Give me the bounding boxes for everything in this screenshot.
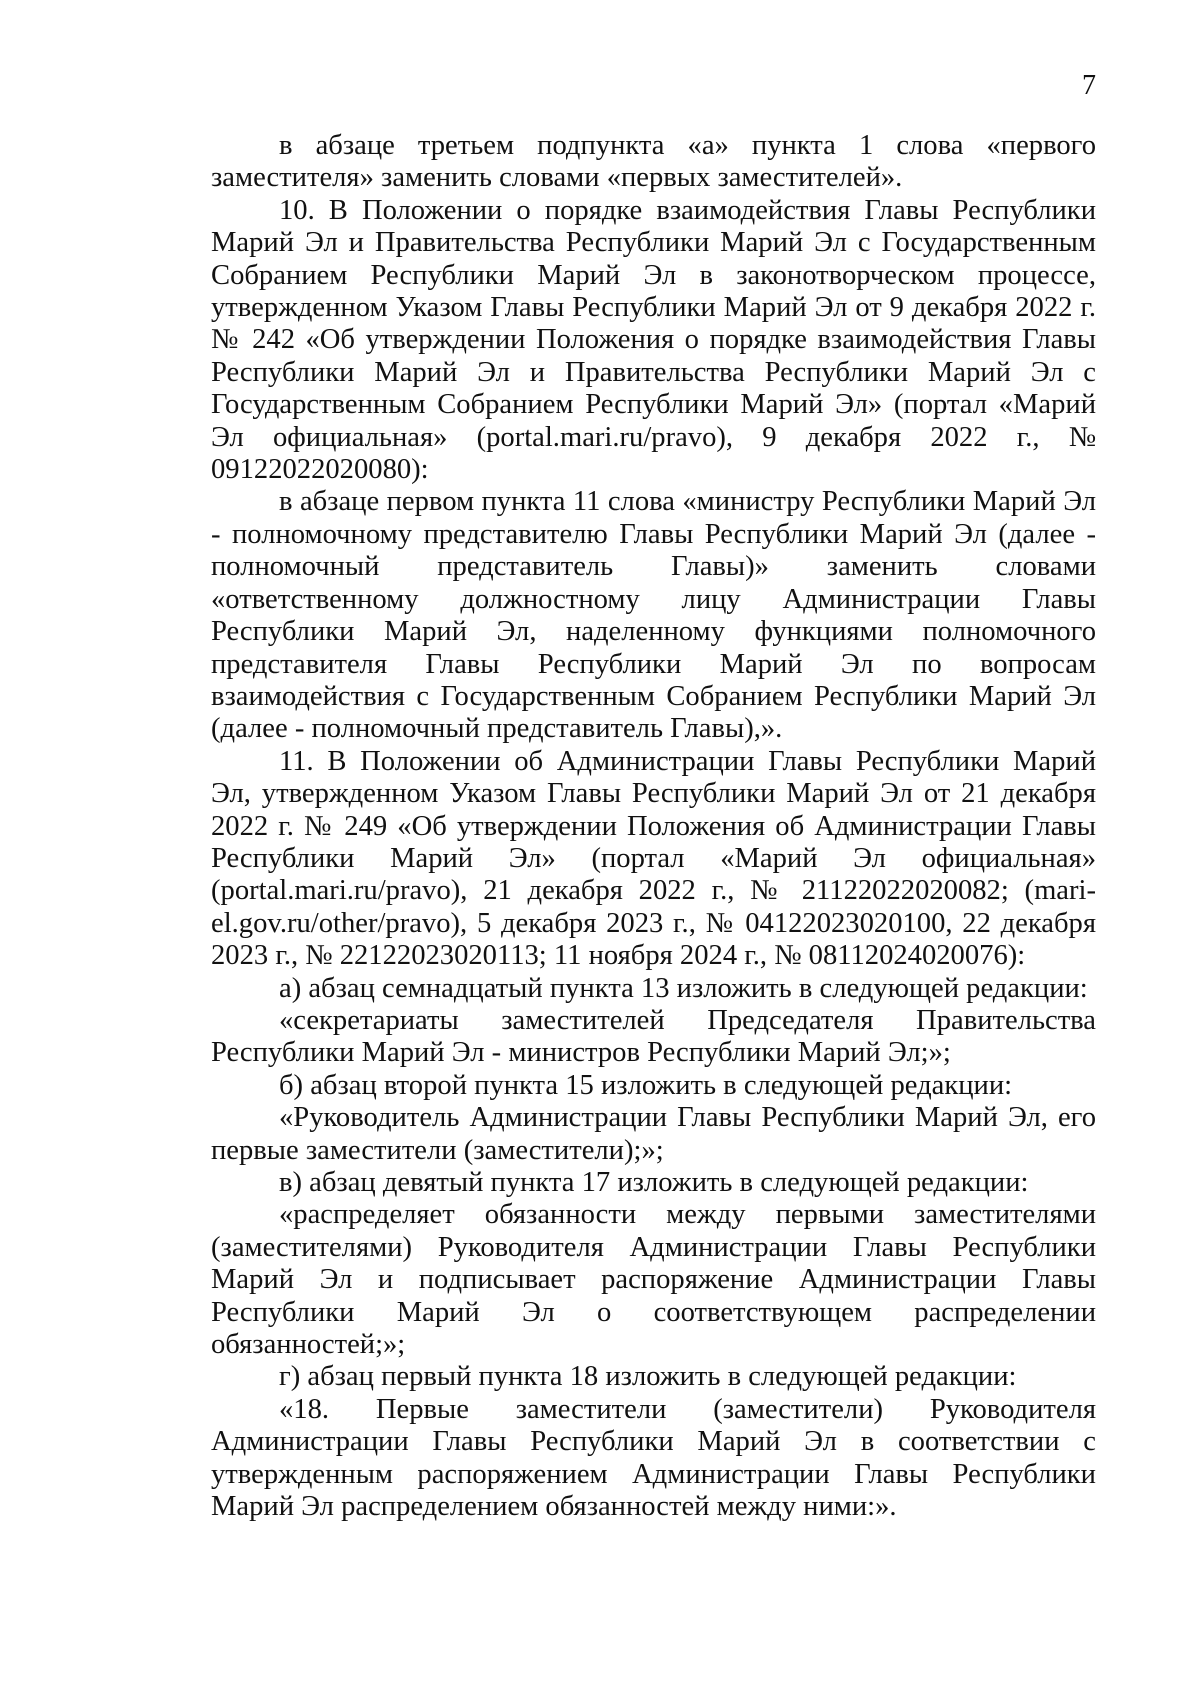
paragraph-section-11: 11. В Положении об Администрации Главы Республики Марий Эл, утвержденном Указом Главы Республики Марий Эл от 21 декабря 2022 г. № 249 «Об утверждении Положения об Администрации Главы Республики Марий Эл» (портал «Марий Эл официальная» (portal.mari.ru/pravo), 21 декабря 2022 г., № 21122022020082; (mari-el.gov.ru/other/pravo), 5 декабря 2023 г., № 04122023020100, 22 декабря 2023 г., № 22122023020113; 11 ноября 2024 г., № 08112024020076): (211, 745, 1096, 972)
paragraph-item-a-text: «секретариаты заместителей Председателя Правительства Республики Марий Эл - министров Республики Марий Эл;»; (211, 1004, 1096, 1069)
paragraph-section-10: 10. В Положении о порядке взаимодействия Главы Республики Марий Эл и Правительства Республики Марий Эл с Государственным Собранием Республики Марий Эл в законотворческом процессе, утвержденном Указом Главы Республики Марий Эл от 9 декабря 2022 г. № 242 «Об утверждении Положения о порядке взаимодействия Главы Республики Марий Эл и Правительства Республики Марий Эл с Государственным Собранием Республики Марий Эл» (портал «Марий Эл официальная» (portal.mari.ru/pravo), 9 декабря 2022 г., № 09122022020080): (211, 194, 1096, 486)
paragraph-item-a: а) абзац семнадцатый пункта 13 изложить в следующей редакции: (279, 972, 1088, 1004)
paragraph-amendment-first-deputy: в абзаце третьем подпункта «а» пункта 1 слова «первого заместителя» заменить словами «первых заместителей». (211, 130, 1096, 194)
page-number: 7 (1082, 70, 1096, 101)
paragraph-item-g-text: «18. Первые заместители (заместители) Руководителя Администрации Главы Республики Марий Эл в соответствии с утвержденным распоряжением Администрации Главы Республики Марий Эл распределением обязанностей между ними:». (211, 1393, 1096, 1523)
paragraph-section-10-point-11: в абзаце первом пункта 11 слова «министру Республики Марий Эл - полномочному представителю Главы Республики Марий Эл (далее - полномочный представитель Главы)» заменить словами «ответственному должностному лицу Администрации Главы Республики Марий Эл, наделенному функциями полномочного представителя Главы Республики Марий Эл по вопросам взаимодействия с Государственным Собранием Республики Марий Эл (далее - полномочный представитель Главы),». (211, 486, 1096, 745)
paragraph-item-b: б) абзац второй пункта 15 изложить в следующей редакции: (279, 1069, 1013, 1101)
paragraph-item-v: в) абзац девятый пункта 17 изложить в следующей редакции: (279, 1167, 1029, 1198)
document-body (211, 130, 1096, 1523)
paragraph-item-g: г) абзац первый пункта 18 изложить в следующей редакции: (279, 1361, 1017, 1393)
paragraph-item-v-text: «распределяет обязанности между первыми заместителями (заместителями) Руководителя Администрации Главы Республики Марий Эл и подписывает распоряжение Администрации Главы Республики Марий Эл о соответствующем распределении обязанностей;»; (211, 1199, 1096, 1361)
paragraph-item-b-text: «Руководитель Администрации Главы Республики Марий Эл, его первые заместители (заместители);»; (211, 1102, 1096, 1166)
